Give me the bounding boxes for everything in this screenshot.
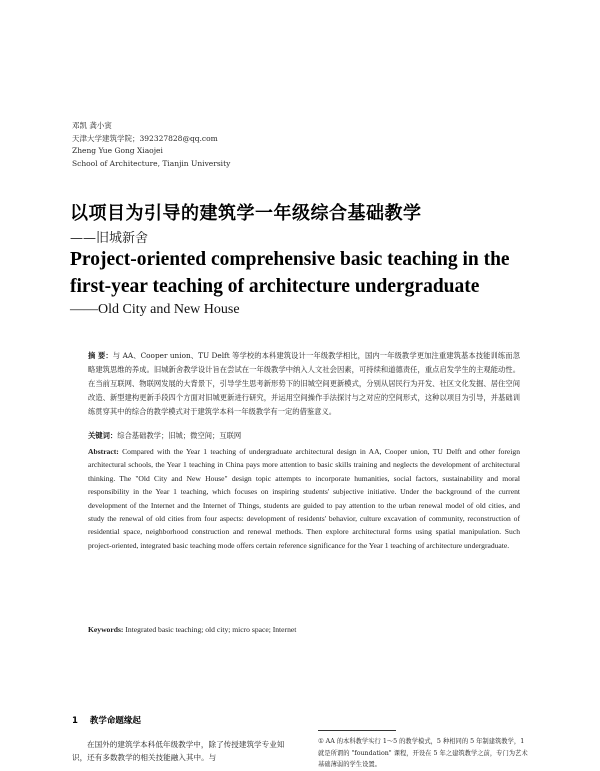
paper-title-en: Project-oriented comprehensive basic teaching in the first-year teaching of architecture undergraduate <box>70 249 510 297</box>
footnote: ① AA 的本科教学实行 1～5 的教学模式，5 种相同的 5 年制建筑教学，1 就是所谓的 "foundation" 课程，开设在 5 年之建筑教学之前，专门为艺术基础薄弱的学生设置。 <box>318 738 528 768</box>
section-number: 1 <box>72 716 78 726</box>
footnote-divider <box>318 730 396 731</box>
keywords-en <box>88 625 520 634</box>
section-body: 在国外的建筑学本科低年级教学中，除了传授建筑学专业知识，还有多数教学的相关技能融入其中。与 <box>72 740 285 762</box>
author-block <box>72 120 230 170</box>
abstract-en-text: Compared with the Year 1 teaching of undergraduate architectural design in AA, Cooper union, TU Delft and other foreign architectural schools, the Year 1 teaching in China pays more attention to basic skills training and neglects the development of architectural thinking. The "Old City and New House" design topic attempts to incorporate humanities, social factors, sustainability and moral responsibility in the Year 1 teaching, which focuses on inspiring students' subjective initiative. Under the background of the current development of the Internet and the Internet of Things, students are guided to pay attention to the urban renewal model of old cities, and study the renewal of old cities from four aspects: development of residents' behavior, culture excavation of community, reconstruction of residential space, neighborhood construction and renewal methods. Then explore architectural forms using spatial manipulation. Such project-oriented, integrated basic teaching mode offers certain reference significance for the Year 1 teaching of architecture undergraduate. <box>88 447 520 550</box>
keywords-zh-label: 关键词： <box>88 431 118 440</box>
abstract-en-label: Abstract: <box>88 447 119 456</box>
paper-subtitle-zh: ——旧城新舍 <box>70 231 149 246</box>
paper-title-zh: 以项目为引导的建筑学一年级综合基础教学 <box>70 203 422 224</box>
abstract-zh-label: 摘 要： <box>88 351 113 360</box>
abstract-zh-text: 与 AA、Cooper union、TU Delft 等学校的本科建筑设计一年级教学相比，国内一年级教学更加注重建筑基本技能训练而忽略建筑思维的养成。旧城新舍教学设计旨在尝试在一年级教学中纳入人文社会因素，可持续和道德责任，重点启发学生的主观能动性。在当前互联网、物联网发展的大背景下，引导学生思考新形势下的旧城空间更新模式，分别从居民行为开发、社区文化发掘、居住空间改造、新型建构更新手段四个方面对旧城更新进行研究，并运用空间操作手法探讨与之对应的空间形式，这种以项目为引导，并基础训练贯穿其中的综合的教学模式对于建筑学本科一年级教学有一定的借鉴意义。 <box>88 351 520 416</box>
author-names-zh: 邓凯 龚小寅 <box>72 121 112 130</box>
author-affiliation-zh: 天津大学建筑学院；392327828@qq.com <box>72 133 218 143</box>
keywords-zh-text: 综合基础教学；旧城；微空间；互联网 <box>117 431 242 440</box>
paper-subtitle-en: ——Old City and New House <box>70 302 240 317</box>
section-title: 教学命题缘起 <box>89 716 141 726</box>
keywords-en-text: Integrated basic teaching; old city; micro space; Internet <box>125 625 297 634</box>
author-affiliation-en: School of Architecture, Tianjin University <box>72 158 231 168</box>
abstract-zh <box>88 349 520 419</box>
keywords-en-label: Keywords: <box>88 625 124 634</box>
abstract-en <box>88 445 520 552</box>
author-names-en: Zheng Yue Gong Xiaojei <box>72 146 163 155</box>
section-heading <box>72 714 141 726</box>
keywords-zh <box>88 431 520 441</box>
